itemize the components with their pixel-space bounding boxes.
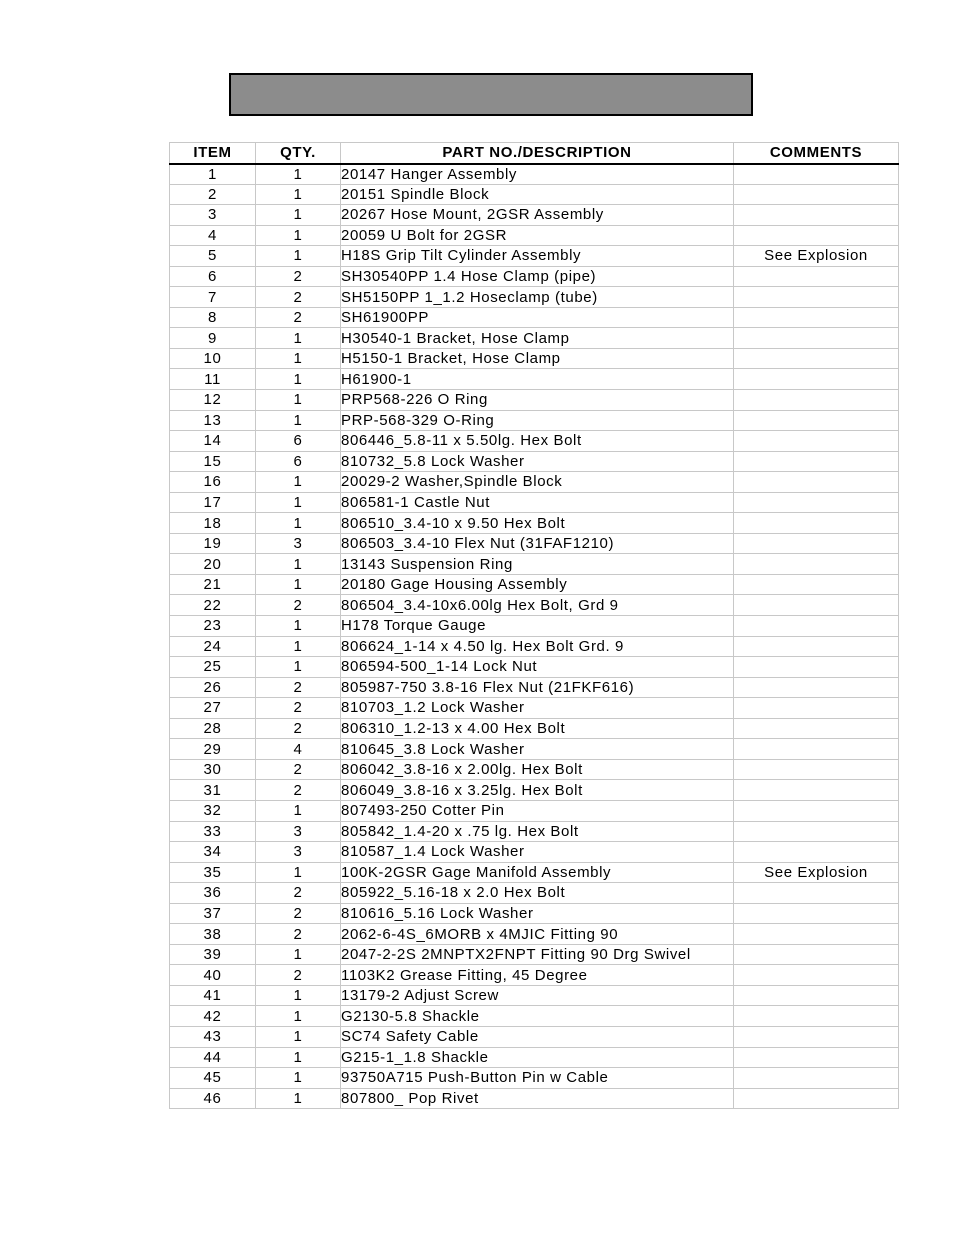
qty-cell: 2 bbox=[256, 883, 341, 904]
item-cell: 1 bbox=[170, 164, 256, 185]
comments-cell bbox=[734, 390, 899, 411]
comments-cell bbox=[734, 184, 899, 205]
item-cell: 16 bbox=[170, 472, 256, 493]
description-cell: 93750A715 Push-Button Pin w Cable bbox=[341, 1068, 734, 1089]
qty-cell: 1 bbox=[256, 1006, 341, 1027]
comments-cell bbox=[734, 595, 899, 616]
table-row bbox=[170, 944, 899, 965]
table-row bbox=[170, 431, 899, 452]
table-row bbox=[170, 348, 899, 369]
comments-cell bbox=[734, 431, 899, 452]
item-cell: 37 bbox=[170, 903, 256, 924]
description-cell: 810703_1.2 Lock Washer bbox=[341, 698, 734, 719]
header-description: PART NO./DESCRIPTION bbox=[341, 143, 734, 164]
comments-cell bbox=[734, 657, 899, 678]
comments-cell bbox=[734, 944, 899, 965]
comments-cell bbox=[734, 677, 899, 698]
comments-cell bbox=[734, 924, 899, 945]
qty-cell: 3 bbox=[256, 842, 341, 863]
table-row bbox=[170, 677, 899, 698]
description-cell: 13143 Suspension Ring bbox=[341, 554, 734, 575]
qty-cell: 1 bbox=[256, 636, 341, 657]
comments-cell bbox=[734, 328, 899, 349]
item-cell: 44 bbox=[170, 1047, 256, 1068]
table-row bbox=[170, 410, 899, 431]
table-row bbox=[170, 718, 899, 739]
item-cell: 8 bbox=[170, 307, 256, 328]
table-row bbox=[170, 328, 899, 349]
qty-cell: 1 bbox=[256, 492, 341, 513]
table-row bbox=[170, 842, 899, 863]
description-cell: 806504_3.4-10x6.00lg Hex Bolt, Grd 9 bbox=[341, 595, 734, 616]
table-row bbox=[170, 1006, 899, 1027]
qty-cell: 1 bbox=[256, 616, 341, 637]
item-cell: 23 bbox=[170, 616, 256, 637]
qty-cell: 1 bbox=[256, 1026, 341, 1047]
qty-cell: 1 bbox=[256, 164, 341, 185]
table-row bbox=[170, 924, 899, 945]
description-cell: 807493-250 Cotter Pin bbox=[341, 800, 734, 821]
item-cell: 40 bbox=[170, 965, 256, 986]
comments-cell bbox=[734, 410, 899, 431]
comments-cell bbox=[734, 369, 899, 390]
qty-cell: 1 bbox=[256, 410, 341, 431]
description-cell: 810587_1.4 Lock Washer bbox=[341, 842, 734, 863]
item-cell: 19 bbox=[170, 533, 256, 554]
table-row bbox=[170, 533, 899, 554]
table-row bbox=[170, 862, 899, 883]
item-cell: 31 bbox=[170, 780, 256, 801]
table-row bbox=[170, 451, 899, 472]
comments-cell bbox=[734, 348, 899, 369]
table-row bbox=[170, 739, 899, 760]
description-cell: 810616_5.16 Lock Washer bbox=[341, 903, 734, 924]
item-cell: 42 bbox=[170, 1006, 256, 1027]
comments-cell bbox=[734, 780, 899, 801]
table-row bbox=[170, 390, 899, 411]
item-cell: 34 bbox=[170, 842, 256, 863]
table-row bbox=[170, 780, 899, 801]
description-cell: 806049_3.8-16 x 3.25lg. Hex Bolt bbox=[341, 780, 734, 801]
item-cell: 26 bbox=[170, 677, 256, 698]
header-row bbox=[170, 143, 899, 164]
description-cell: PRP-568-329 O-Ring bbox=[341, 410, 734, 431]
comments-cell bbox=[734, 759, 899, 780]
table-row bbox=[170, 985, 899, 1006]
table-row bbox=[170, 266, 899, 287]
qty-cell: 1 bbox=[256, 369, 341, 390]
description-cell: H5150-1 Bracket, Hose Clamp bbox=[341, 348, 734, 369]
parts-table-body bbox=[170, 164, 899, 1109]
title-bar bbox=[229, 73, 753, 116]
comments-cell bbox=[734, 492, 899, 513]
description-cell: 100K-2GSR Gage Manifold Assembly bbox=[341, 862, 734, 883]
qty-cell: 1 bbox=[256, 390, 341, 411]
item-cell: 2 bbox=[170, 184, 256, 205]
comments-cell bbox=[734, 574, 899, 595]
table-row bbox=[170, 205, 899, 226]
item-cell: 41 bbox=[170, 985, 256, 1006]
description-cell: 805987-750 3.8-16 Flex Nut (21FKF616) bbox=[341, 677, 734, 698]
comments-cell bbox=[734, 307, 899, 328]
description-cell: 20151 Spindle Block bbox=[341, 184, 734, 205]
qty-cell: 2 bbox=[256, 903, 341, 924]
description-cell: SC74 Safety Cable bbox=[341, 1026, 734, 1047]
qty-cell: 1 bbox=[256, 1068, 341, 1089]
item-cell: 27 bbox=[170, 698, 256, 719]
qty-cell: 2 bbox=[256, 924, 341, 945]
comments-cell bbox=[734, 554, 899, 575]
description-cell: 807800_ Pop Rivet bbox=[341, 1088, 734, 1109]
qty-cell: 1 bbox=[256, 1047, 341, 1068]
description-cell: 20147 Hanger Assembly bbox=[341, 164, 734, 185]
description-cell: 806042_3.8-16 x 2.00lg. Hex Bolt bbox=[341, 759, 734, 780]
item-cell: 12 bbox=[170, 390, 256, 411]
item-cell: 13 bbox=[170, 410, 256, 431]
item-cell: 20 bbox=[170, 554, 256, 575]
qty-cell: 1 bbox=[256, 328, 341, 349]
qty-cell: 2 bbox=[256, 965, 341, 986]
description-cell: SH61900PP bbox=[341, 307, 734, 328]
item-cell: 10 bbox=[170, 348, 256, 369]
comments-cell bbox=[734, 1068, 899, 1089]
comments-cell bbox=[734, 965, 899, 986]
header-item: ITEM bbox=[170, 143, 256, 164]
qty-cell: 2 bbox=[256, 287, 341, 308]
qty-cell: 1 bbox=[256, 184, 341, 205]
comments-cell bbox=[734, 1088, 899, 1109]
description-cell: H30540-1 Bracket, Hose Clamp bbox=[341, 328, 734, 349]
description-cell: 1103K2 Grease Fitting, 45 Degree bbox=[341, 965, 734, 986]
comments-cell bbox=[734, 472, 899, 493]
qty-cell: 2 bbox=[256, 759, 341, 780]
description-cell: PRP568-226 O Ring bbox=[341, 390, 734, 411]
qty-cell: 1 bbox=[256, 862, 341, 883]
qty-cell: 1 bbox=[256, 513, 341, 534]
comments-cell bbox=[734, 287, 899, 308]
item-cell: 30 bbox=[170, 759, 256, 780]
table-row bbox=[170, 1026, 899, 1047]
table-row bbox=[170, 1047, 899, 1068]
description-cell: G215-1_1.8 Shackle bbox=[341, 1047, 734, 1068]
item-cell: 9 bbox=[170, 328, 256, 349]
description-cell: 806446_5.8-11 x 5.50lg. Hex Bolt bbox=[341, 431, 734, 452]
description-cell: 810645_3.8 Lock Washer bbox=[341, 739, 734, 760]
description-cell: H18S Grip Tilt Cylinder Assembly bbox=[341, 246, 734, 267]
item-cell: 28 bbox=[170, 718, 256, 739]
item-cell: 3 bbox=[170, 205, 256, 226]
description-cell: 20029-2 Washer,Spindle Block bbox=[341, 472, 734, 493]
qty-cell: 3 bbox=[256, 821, 341, 842]
qty-cell: 2 bbox=[256, 595, 341, 616]
item-cell: 11 bbox=[170, 369, 256, 390]
item-cell: 38 bbox=[170, 924, 256, 945]
comments-cell bbox=[734, 1047, 899, 1068]
table-row bbox=[170, 287, 899, 308]
description-cell: 805842_1.4-20 x .75 lg. Hex Bolt bbox=[341, 821, 734, 842]
comments-cell bbox=[734, 164, 899, 185]
comments-cell bbox=[734, 513, 899, 534]
qty-cell: 1 bbox=[256, 225, 341, 246]
description-cell: SH5150PP 1_1.2 Hoseclamp (tube) bbox=[341, 287, 734, 308]
parts-table bbox=[169, 142, 899, 1109]
item-cell: 39 bbox=[170, 944, 256, 965]
item-cell: 6 bbox=[170, 266, 256, 287]
comments-cell bbox=[734, 985, 899, 1006]
description-cell: 810732_5.8 Lock Washer bbox=[341, 451, 734, 472]
table-row bbox=[170, 800, 899, 821]
table-row bbox=[170, 636, 899, 657]
table-row bbox=[170, 472, 899, 493]
qty-cell: 1 bbox=[256, 944, 341, 965]
table-row bbox=[170, 965, 899, 986]
table-row bbox=[170, 1088, 899, 1109]
qty-cell: 1 bbox=[256, 985, 341, 1006]
table-row bbox=[170, 164, 899, 185]
item-cell: 35 bbox=[170, 862, 256, 883]
description-cell: 806503_3.4-10 Flex Nut (31FAF1210) bbox=[341, 533, 734, 554]
table-row bbox=[170, 184, 899, 205]
qty-cell: 1 bbox=[256, 1088, 341, 1109]
description-cell: H178 Torque Gauge bbox=[341, 616, 734, 637]
table-row bbox=[170, 821, 899, 842]
qty-cell: 1 bbox=[256, 348, 341, 369]
item-cell: 45 bbox=[170, 1068, 256, 1089]
item-cell: 15 bbox=[170, 451, 256, 472]
description-cell: 806624_1-14 x 4.50 lg. Hex Bolt Grd. 9 bbox=[341, 636, 734, 657]
table-row bbox=[170, 307, 899, 328]
comments-cell bbox=[734, 1006, 899, 1027]
comments-cell bbox=[734, 800, 899, 821]
table-row bbox=[170, 883, 899, 904]
item-cell: 5 bbox=[170, 246, 256, 267]
comments-cell bbox=[734, 266, 899, 287]
description-cell: 20059 U Bolt for 2GSR bbox=[341, 225, 734, 246]
item-cell: 43 bbox=[170, 1026, 256, 1047]
qty-cell: 3 bbox=[256, 533, 341, 554]
table-row bbox=[170, 698, 899, 719]
comments-cell bbox=[734, 225, 899, 246]
qty-cell: 1 bbox=[256, 800, 341, 821]
qty-cell: 2 bbox=[256, 266, 341, 287]
description-cell: SH30540PP 1.4 Hose Clamp (pipe) bbox=[341, 266, 734, 287]
qty-cell: 1 bbox=[256, 205, 341, 226]
qty-cell: 2 bbox=[256, 677, 341, 698]
comments-cell bbox=[734, 903, 899, 924]
qty-cell: 1 bbox=[256, 246, 341, 267]
comments-cell bbox=[734, 451, 899, 472]
description-cell: 2047-2-2S 2MNPTX2FNPT Fitting 90 Drg Swivel bbox=[341, 944, 734, 965]
item-cell: 7 bbox=[170, 287, 256, 308]
qty-cell: 2 bbox=[256, 780, 341, 801]
description-cell: 13179-2 Adjust Screw bbox=[341, 985, 734, 1006]
item-cell: 25 bbox=[170, 657, 256, 678]
table-row bbox=[170, 616, 899, 637]
table-row bbox=[170, 657, 899, 678]
item-cell: 22 bbox=[170, 595, 256, 616]
table-row bbox=[170, 369, 899, 390]
comments-cell bbox=[734, 698, 899, 719]
qty-cell: 1 bbox=[256, 554, 341, 575]
description-cell: 20180 Gage Housing Assembly bbox=[341, 574, 734, 595]
item-cell: 29 bbox=[170, 739, 256, 760]
comments-cell bbox=[734, 842, 899, 863]
comments-cell bbox=[734, 205, 899, 226]
table-row bbox=[170, 492, 899, 513]
item-cell: 33 bbox=[170, 821, 256, 842]
comments-cell bbox=[734, 718, 899, 739]
table-row bbox=[170, 513, 899, 534]
qty-cell: 6 bbox=[256, 451, 341, 472]
table-row bbox=[170, 225, 899, 246]
qty-cell: 1 bbox=[256, 574, 341, 595]
item-cell: 14 bbox=[170, 431, 256, 452]
header-comments: COMMENTS bbox=[734, 143, 899, 164]
table-row bbox=[170, 246, 899, 267]
item-cell: 24 bbox=[170, 636, 256, 657]
table-row bbox=[170, 595, 899, 616]
qty-cell: 4 bbox=[256, 739, 341, 760]
qty-cell: 6 bbox=[256, 431, 341, 452]
description-cell: 2062-6-4S_6MORB x 4MJIC Fitting 90 bbox=[341, 924, 734, 945]
header-qty: QTY. bbox=[256, 143, 341, 164]
table-row bbox=[170, 1068, 899, 1089]
description-cell: G2130-5.8 Shackle bbox=[341, 1006, 734, 1027]
table-row bbox=[170, 903, 899, 924]
item-cell: 32 bbox=[170, 800, 256, 821]
table-row bbox=[170, 554, 899, 575]
comments-cell: See Explosion bbox=[734, 246, 899, 267]
qty-cell: 2 bbox=[256, 698, 341, 719]
comments-cell bbox=[734, 1026, 899, 1047]
description-cell: 806581-1 Castle Nut bbox=[341, 492, 734, 513]
table-row bbox=[170, 574, 899, 595]
description-cell: 20267 Hose Mount, 2GSR Assembly bbox=[341, 205, 734, 226]
description-cell: 805922_5.16-18 x 2.0 Hex Bolt bbox=[341, 883, 734, 904]
description-cell: 806594-500_1-14 Lock Nut bbox=[341, 657, 734, 678]
comments-cell bbox=[734, 533, 899, 554]
item-cell: 17 bbox=[170, 492, 256, 513]
comments-cell bbox=[734, 821, 899, 842]
table-row bbox=[170, 759, 899, 780]
qty-cell: 2 bbox=[256, 718, 341, 739]
comments-cell bbox=[734, 739, 899, 760]
item-cell: 21 bbox=[170, 574, 256, 595]
qty-cell: 1 bbox=[256, 657, 341, 678]
qty-cell: 2 bbox=[256, 307, 341, 328]
comments-cell bbox=[734, 883, 899, 904]
comments-cell bbox=[734, 636, 899, 657]
item-cell: 4 bbox=[170, 225, 256, 246]
comments-cell: See Explosion bbox=[734, 862, 899, 883]
qty-cell: 1 bbox=[256, 472, 341, 493]
item-cell: 18 bbox=[170, 513, 256, 534]
comments-cell bbox=[734, 616, 899, 637]
item-cell: 36 bbox=[170, 883, 256, 904]
description-cell: 806310_1.2-13 x 4.00 Hex Bolt bbox=[341, 718, 734, 739]
description-cell: H61900-1 bbox=[341, 369, 734, 390]
description-cell: 806510_3.4-10 x 9.50 Hex Bolt bbox=[341, 513, 734, 534]
item-cell: 46 bbox=[170, 1088, 256, 1109]
